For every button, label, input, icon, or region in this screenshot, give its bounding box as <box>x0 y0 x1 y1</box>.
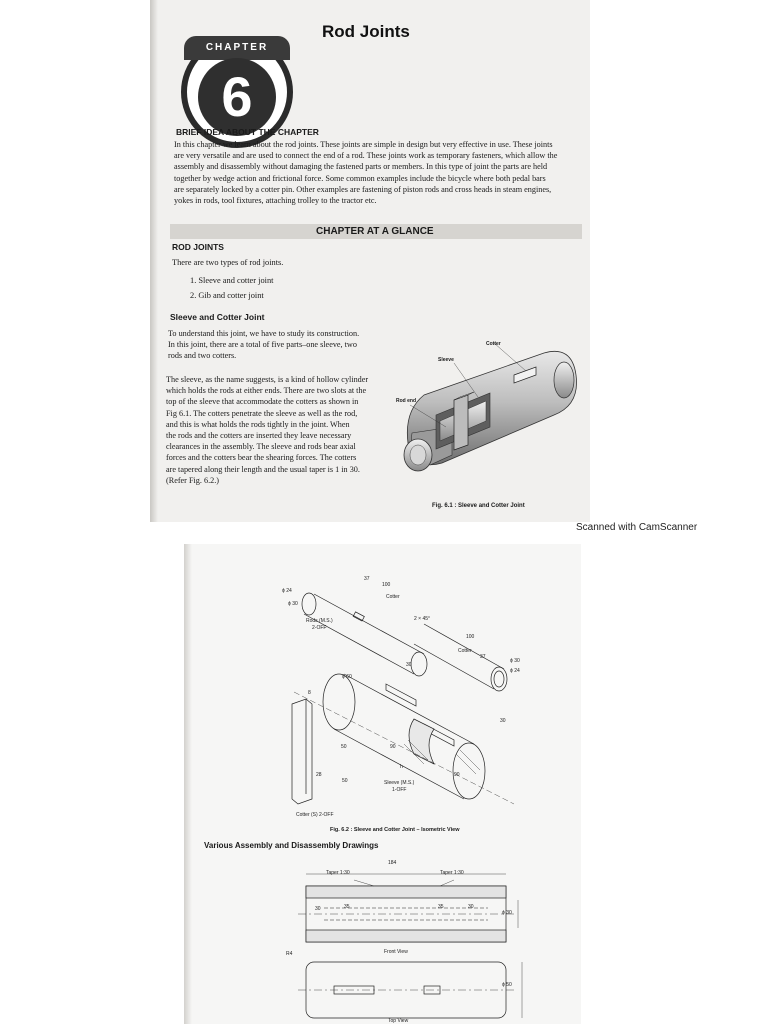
chamfer-label: 2 × 45° <box>414 616 431 622</box>
cotter-label-mid: Cotter <box>458 648 472 654</box>
radius-4: R4 <box>286 951 293 957</box>
dim-90-a: 90 <box>390 744 396 750</box>
dim-100-mid: 100 <box>466 634 475 640</box>
sleeve-qty: 1-OFF <box>392 787 407 793</box>
dim-30-left: 30 <box>315 906 321 912</box>
dim-50-a: 50 <box>341 744 347 750</box>
front-view-label: Front View <box>384 949 408 955</box>
rod-joint-type: 1. Sleeve and cotter joint <box>190 276 274 285</box>
rod-end-label: Rod end <box>396 398 416 404</box>
sleeve-label: Sleeve <box>438 357 454 363</box>
dim-100-top: 100 <box>382 582 391 588</box>
camscanner-watermark: Scanned with CamScanner <box>576 522 698 533</box>
taper-left: Taper 1:30 <box>326 870 350 876</box>
dim-dia-30-vertical: ϕ 30 <box>502 910 512 916</box>
dim-35-left: 35 <box>344 904 350 910</box>
sleeve-paragraph-2 <box>166 374 392 486</box>
sleeve-cotter-illustration <box>394 335 584 495</box>
rod-joint-type: 2. Gib and cotter joint <box>190 291 264 300</box>
text-line: the rods and the cotters are inserted they leave necessary <box>166 431 352 441</box>
brief-line: In this chapter we learn about the rod joints. These joints are simple in design but very effective in use. These joints <box>174 140 553 149</box>
rods-label: Rods (M.S.) <box>306 618 333 624</box>
fig-6-2-caption: Fig. 6.2 : Sleeve and Cotter Joint – Isometric View <box>330 827 460 833</box>
dim-dia-60: ϕ 60 <box>342 674 352 680</box>
dim-dia-24-right: ϕ 24 <box>510 668 520 674</box>
rod-joints-intro: There are two types of rod joints. <box>172 258 284 267</box>
brief-line: are separately locked by a cotter pin. Other examples are fastening of piston rods and cross heads in steam engines, <box>174 184 552 194</box>
various-drawings-heading: Various Assembly and Disassembly Drawings <box>204 841 379 850</box>
text-line: The sleeve, as the name suggests, is a kind of hollow cylinder <box>166 375 369 384</box>
text-line: forces and the cotters bear the shearing forces. The cotters <box>166 453 357 463</box>
page-gutter-shadow <box>150 0 158 522</box>
text-line: top of the sleeve that accommodate the cotters as shown in <box>166 397 359 407</box>
dim-dia-24: ϕ 24 <box>282 588 292 594</box>
text-line: To understand this joint, we have to study its construction. <box>168 329 360 338</box>
brief-line: assembly and disassembly without damaging the fastened parts or members. In this type of joint the parts are held <box>174 162 548 172</box>
dim-30-right: 30 <box>468 904 474 910</box>
dim-dia-30-right: ϕ 30 <box>510 658 520 664</box>
text-line: In this joint, there are a total of five parts–one sleeve, two <box>168 340 357 350</box>
cotter-label-top: Cotter <box>386 594 400 600</box>
chapter-number: 6 <box>198 58 276 136</box>
text-line: Fig 6.1. The cotters penetrate the sleeve as well as the rod, <box>166 408 358 418</box>
text-line: rods and two cotters. <box>168 351 237 361</box>
page-gutter-shadow <box>184 544 192 1024</box>
cotter-label: Cotter <box>486 341 501 347</box>
dim-h: h <box>400 764 403 770</box>
text-line: which holds the rods at either ends. There are two slots at the <box>166 386 367 396</box>
fig-6-1-caption: Fig. 6.1 : Sleeve and Cotter Joint <box>432 503 525 509</box>
dim-37-top: 37 <box>364 576 370 582</box>
dim-dia-30: ϕ 30 <box>288 601 298 607</box>
sleeve-label: Sleeve (M.S.) <box>384 780 415 786</box>
brief-heading: BRIEF IDEA ABOUT THE CHAPTER <box>176 127 319 137</box>
brief-paragraph <box>174 139 586 206</box>
textbook-page-1 <box>150 0 590 522</box>
chapter-label: CHAPTER <box>184 36 290 60</box>
taper-right: Taper 1:30 <box>440 870 464 876</box>
dim-30-sleeve: 30 <box>406 662 412 668</box>
dim-8: 8 <box>308 690 311 696</box>
rods-qty: 2-OFF <box>312 625 327 631</box>
dim-30-end: 30 <box>500 718 506 724</box>
text-line: and this is what holds the rods tightly in the joint. When <box>166 419 350 429</box>
brief-line: together by wedge action and frictional force. Some common examples include the bicycle where both pedal bars <box>174 173 546 183</box>
dim-37-mid: 37 <box>480 654 486 660</box>
dim-90-b: 90 <box>454 772 460 778</box>
brief-line: yokes in rods, tool fixtures, attaching trolley to the tractor etc. <box>174 196 377 206</box>
orthographic-views-drawing <box>294 856 534 1024</box>
text-line: are tapered along their length and the usual taper is 1 in 30. <box>166 464 360 474</box>
dim-50-b: 50 <box>342 778 348 784</box>
isometric-view-drawing <box>274 554 534 814</box>
dim-184: 184 <box>388 860 397 866</box>
rod-joints-heading: ROD JOINTS <box>172 242 224 252</box>
dim-35-right: 35 <box>438 904 444 910</box>
text-line: (Refer Fig. 6.2.) <box>166 475 219 485</box>
top-view-label: Top View <box>388 1018 409 1024</box>
textbook-page-2 <box>184 544 581 1024</box>
cotters-label: Cotter (S) 2-OFF <box>296 812 334 818</box>
text-line: clearances in the assembly. The sleeve and rods bear axial <box>166 442 356 452</box>
dim-28: 28 <box>316 772 322 778</box>
dim-dia-50-vertical: ϕ 50 <box>502 982 512 988</box>
sleeve-paragraph-1 <box>168 328 390 362</box>
sleeve-heading: Sleeve and Cotter Joint <box>170 312 265 322</box>
glance-title: CHAPTER AT A GLANCE <box>316 226 434 237</box>
chapter-title: Rod Joints <box>322 22 410 41</box>
brief-line: are very versatile and are used to connect the end of a rod. These joints work as temporary fasteners, which allow the <box>174 151 558 161</box>
